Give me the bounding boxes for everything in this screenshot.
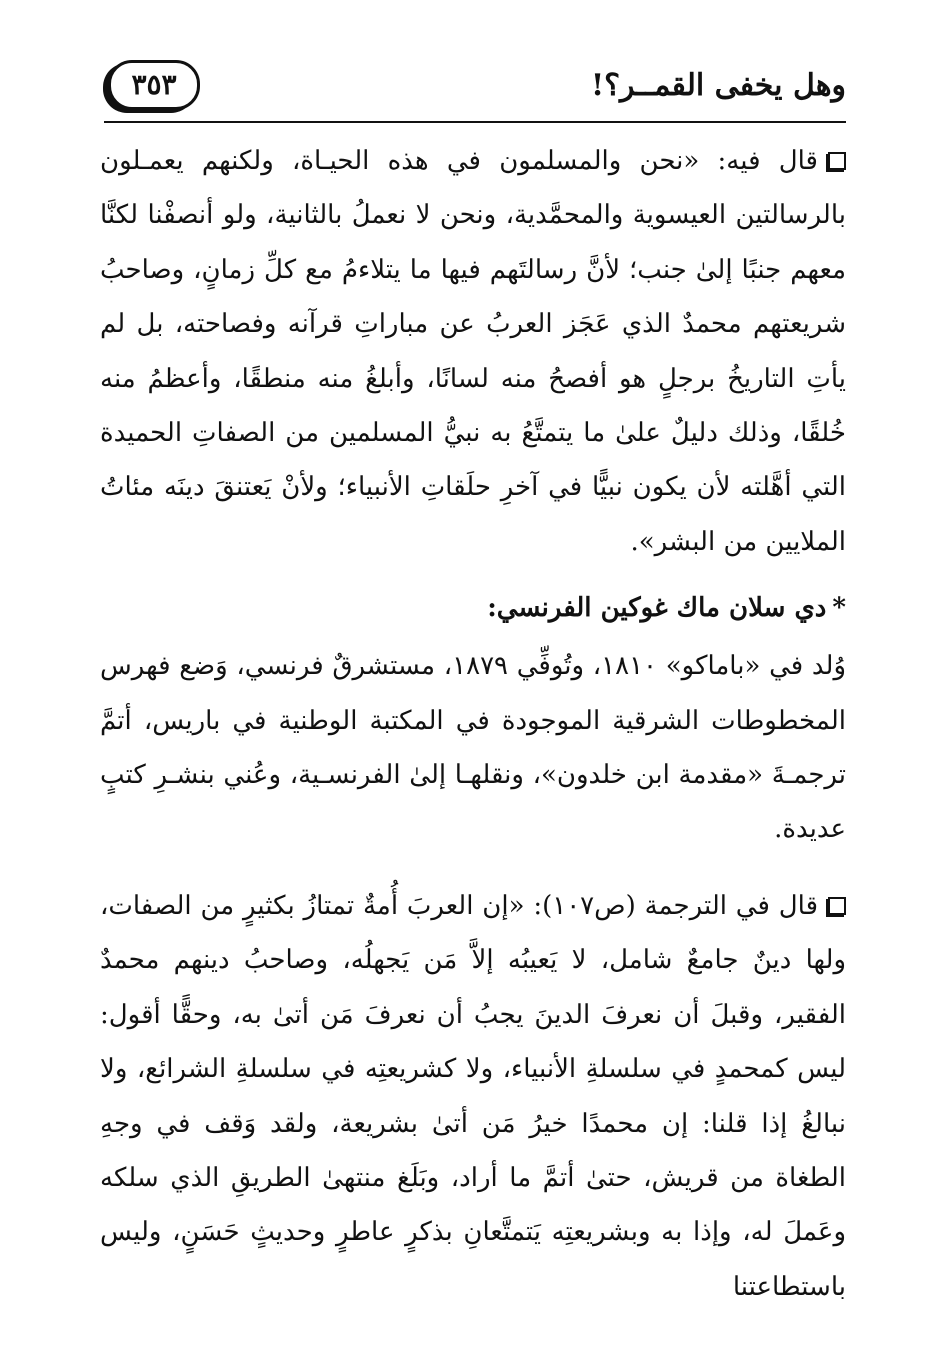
- running-title: وهل يخفى القمــر؟!: [590, 68, 846, 103]
- biography-paragraph: [100, 639, 846, 857]
- section-heading: [100, 581, 846, 635]
- quote-1-text: قال فيه: «نحن والمسلمون في هذه الحيـاة، ولكنهم يعمـلون بالرسالتين العيسوية والمحمَّدية، ونحن لا نعملُ بالثانية، ولو أنصفْنا لكنَّا معهم جنبًا إلىٰ جنب؛ لأنَّ رسالتَهم فيها ما يتلاءمُ مع كلِّ زمانٍ، وصاحبُ شريعتهم محمدٌ الذي عَجَز العربُ عن مباراتِ قرآنه وفصاحته، بل لم يأتِ التاريخُ برجلٍ هو أفصحُ منه لسانًا، وأبلغُ منه منطقًا، وأعظمُ منه خُلقًا، وذلك دليلٌ علىٰ ما يتمتَّعُ به نبيُّ المسلمين من الصفاتِ الحميدة التي أهَّلته لأن يكون نبيًّا في آخرِ حلَقاتِ الأنبياء؛ ولأنْ يَعتنقَ دينَه مئاتُ الملايين من البشر».: [100, 146, 846, 557]
- asterisk-marker: *: [832, 593, 846, 624]
- section-heading-text: دي سلان ماك غوكين الفرنسي:: [487, 593, 827, 624]
- page-number-badge: [108, 60, 200, 110]
- quote-paragraph-1: [100, 134, 846, 569]
- box-marker-icon: [828, 152, 846, 170]
- quote-2-text: قال في الترجمة (ص١٠٧): «إن العربَ أُمةٌ تمتازُ بكثيرٍ من الصفات، ولها دينٌ جامعٌ شامل، لا يَعيبُه إلاَّ مَن يَجهلُه، وصاحبُ دينهم محمدٌ الفقير، وقبلَ أن نعرفَ الدينَ يجبُ أن نعرفَ مَن أتىٰ به، وحقًّا أقول: ليس كمحمدٍ في سلسلةِ الأنبياء، ولا كشريعتِه في سلسلةِ الشرائع، ولا نبالغُ إذا قلنا: إن محمدًا خيرُ مَن أتىٰ بشريعة، ولقد وَقف في وجهِ الطغاة من قريش، حتىٰ أتمَّ ما أراد، وبَلَغ منتهىٰ الطريقِ الذي سلكه وعَملَ له، وإذا به وبشريعتِه يَتمتَّعانِ بذكرٍ عاطرٍ وحديثٍ حَسَنٍ، وليس باستطاعتنا: [100, 890, 846, 1302]
- box-marker-icon: [828, 897, 846, 915]
- page-header: [100, 58, 846, 124]
- page-body: [100, 134, 846, 1314]
- quote-paragraph-2: [100, 879, 846, 1314]
- page-number: ٣٥٣: [131, 68, 177, 101]
- biography-text: وُلد في «باماكو» ١٨١٠، وتُوفِّي ١٨٧٩، مستشرقٌ فرنسي، وَضع فهرس المخطوطات الشرقية الموجودة في المكتبة الوطنية في باريس، أتمَّ ترجمـةَ «مقدمة ابن خلدون»، ونقلهـا إلىٰ الفرنسـية، وعُني بنشـرِ كتبٍ عديدة.: [100, 651, 846, 845]
- header-divider: [104, 121, 846, 123]
